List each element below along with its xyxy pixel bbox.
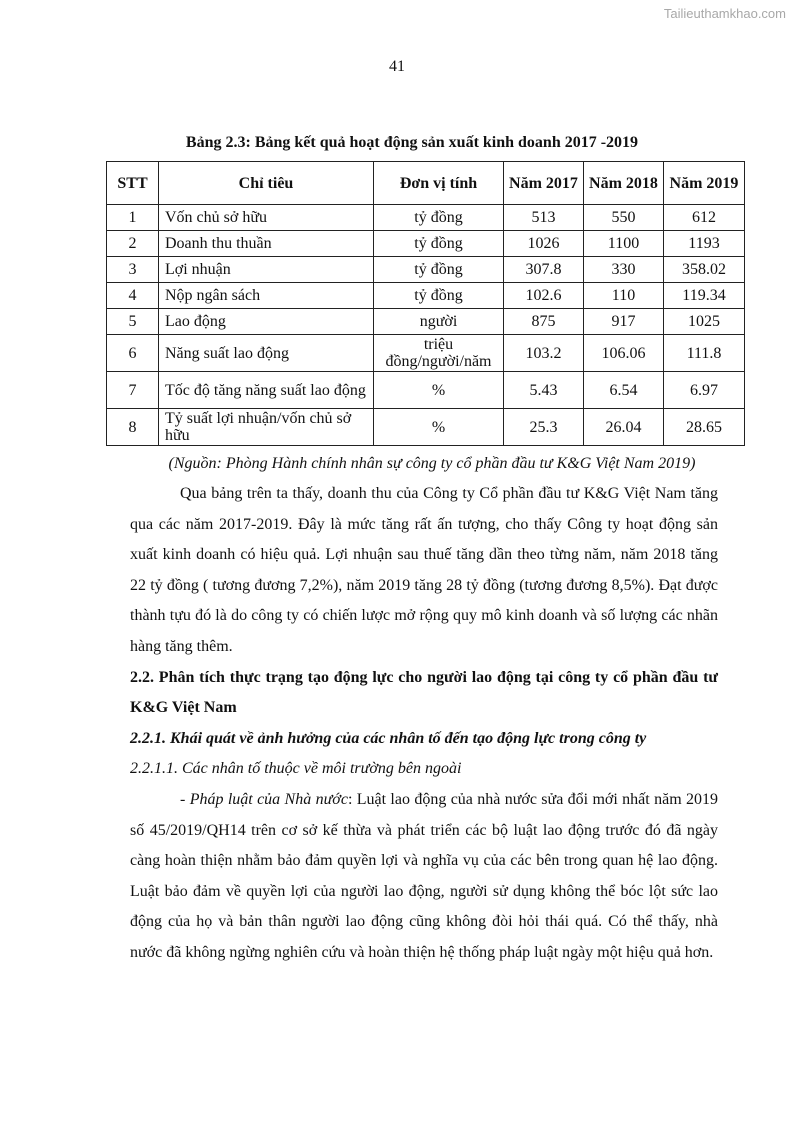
header-year-2017: Năm 2017	[504, 162, 584, 205]
cell-2018: 917	[584, 309, 664, 335]
cell-stt: 8	[107, 409, 159, 446]
cell-2019: 1193	[664, 231, 745, 257]
heading-2-2-1-1: 2.2.1.1. Các nhân tố thuộc về môi trường bên ngoài	[130, 760, 462, 778]
cell-unit: tỷ đồng	[374, 283, 504, 309]
cell-stt: 1	[107, 205, 159, 231]
paragraph-law-lead: - Pháp luật của Nhà nước	[180, 790, 348, 808]
cell-2017: 25.3	[504, 409, 584, 446]
results-table	[106, 161, 745, 446]
cell-2017: 875	[504, 309, 584, 335]
cell-2017: 307.8	[504, 257, 584, 283]
cell-unit: người	[374, 309, 504, 335]
cell-unit: tỷ đồng	[374, 205, 504, 231]
cell-indicator: Tốc độ tăng năng suất lao động	[159, 372, 374, 409]
cell-indicator: Lợi nhuận	[159, 257, 374, 283]
table-row	[107, 372, 745, 409]
cell-stt: 6	[107, 335, 159, 372]
cell-2019: 28.65	[664, 409, 745, 446]
paragraph-revenue-analysis: Qua bảng trên ta thấy, doanh thu của Công ty Cổ phần đầu tư K&G Việt Nam tăng qua các năm 2017-2019. Đây là mức tăng rất ấn tượng, cho thấy Công ty hoạt động sản xuất kinh doanh có hiệu quả. Lợi nhuận sau thuế tăng dần theo từng năm, năm 2018 tăng 22 tỷ đồng ( tương đương 7,2%), năm 2019 tăng 28 tỷ đồng (tương đương 8,5%). Đạt được thành tựu đó là do công ty có chiến lược mở rộng quy mô kinh doanh và số lượng các nhãn hàng tăng thêm.	[130, 485, 718, 655]
table-row	[107, 309, 745, 335]
watermark: Tailieuthamkhao.com	[663, 6, 786, 21]
cell-unit: %	[374, 372, 504, 409]
cell-2018: 26.04	[584, 409, 664, 446]
cell-2018: 330	[584, 257, 664, 283]
cell-indicator: Vốn chủ sở hữu	[159, 205, 374, 231]
cell-2018: 106.06	[584, 335, 664, 372]
header-unit: Đơn vị tính	[374, 162, 504, 205]
table-row	[107, 231, 745, 257]
cell-2018: 110	[584, 283, 664, 309]
cell-2019: 358.02	[664, 257, 745, 283]
cell-unit: tỷ đồng	[374, 257, 504, 283]
table-title: Bảng 2.3: Bảng kết quả hoạt động sản xuất kinh doanh 2017 -2019	[185, 134, 639, 151]
header-year-2019: Năm 2019	[664, 162, 745, 205]
table-header-row	[107, 162, 745, 205]
cell-stt: 7	[107, 372, 159, 409]
cell-2019: 612	[664, 205, 745, 231]
cell-2019: 6.97	[664, 372, 745, 409]
cell-stt: 5	[107, 309, 159, 335]
cell-2018: 550	[584, 205, 664, 231]
cell-2017: 5.43	[504, 372, 584, 409]
table-row	[107, 335, 745, 372]
document-body	[130, 479, 718, 969]
cell-unit: tỷ đồng	[374, 231, 504, 257]
table-row	[107, 409, 745, 446]
cell-2019: 119.34	[664, 283, 745, 309]
cell-2017: 103.2	[504, 335, 584, 372]
cell-stt: 3	[107, 257, 159, 283]
paragraph-law-body: : Luật lao động của nhà nước sửa đổi mới nhất năm 2019 số 45/2019/QH14 trên cơ sở kế thừa và phát triển các bộ luật lao động trước đó đã ngày càng hoàn thiện nhằm bảo đảm quyền lợi và nghĩa vụ của các bên trong quan hệ lao động. Luật bảo đảm về quyền lợi của người lao động, người sử dụng không thể bóc lột sức lao động của họ và bản thân người lao động cũng không đòi hỏi thái quá. Có thể thấy, nhà nước đã không ngừng nghiên cứu và hoàn thiện hệ thống pháp luật ngày một hiệu quả hơn.	[130, 790, 718, 961]
table-row	[107, 205, 745, 231]
table-row	[107, 257, 745, 283]
cell-indicator: Tỷ suất lợi nhuận/vốn chủ sở hữu	[159, 409, 374, 446]
header-indicator: Chỉ tiêu	[159, 162, 374, 205]
table-row	[107, 283, 745, 309]
cell-indicator: Doanh thu thuần	[159, 231, 374, 257]
cell-2019: 111.8	[664, 335, 745, 372]
cell-2017: 513	[504, 205, 584, 231]
paragraph-law	[130, 785, 718, 969]
cell-unit: triệu đồng/người/năm	[374, 335, 504, 372]
cell-indicator: Năng suất lao động	[159, 335, 374, 372]
cell-indicator: Lao động	[159, 309, 374, 335]
cell-2017: 102.6	[504, 283, 584, 309]
header-year-2018: Năm 2018	[584, 162, 664, 205]
cell-2019: 1025	[664, 309, 745, 335]
cell-indicator: Nộp ngân sách	[159, 283, 374, 309]
cell-stt: 2	[107, 231, 159, 257]
cell-2018: 1100	[584, 231, 664, 257]
table-source-note: (Nguồn: Phòng Hành chính nhân sự công ty cổ phần đầu tư K&G Việt Nam 2019)	[168, 455, 696, 472]
page-number: 41	[389, 58, 405, 75]
heading-2-2: 2.2. Phân tích thực trạng tạo động lực cho người lao động tại công ty cổ phần đầu tư K&G Việt Nam	[130, 668, 718, 717]
cell-2017: 1026	[504, 231, 584, 257]
cell-2018: 6.54	[584, 372, 664, 409]
header-stt: STT	[107, 162, 159, 205]
heading-2-2-1: 2.2.1. Khái quát về ảnh hưởng của các nhân tố đến tạo động lực trong công ty	[130, 729, 647, 747]
cell-stt: 4	[107, 283, 159, 309]
cell-unit: %	[374, 409, 504, 446]
